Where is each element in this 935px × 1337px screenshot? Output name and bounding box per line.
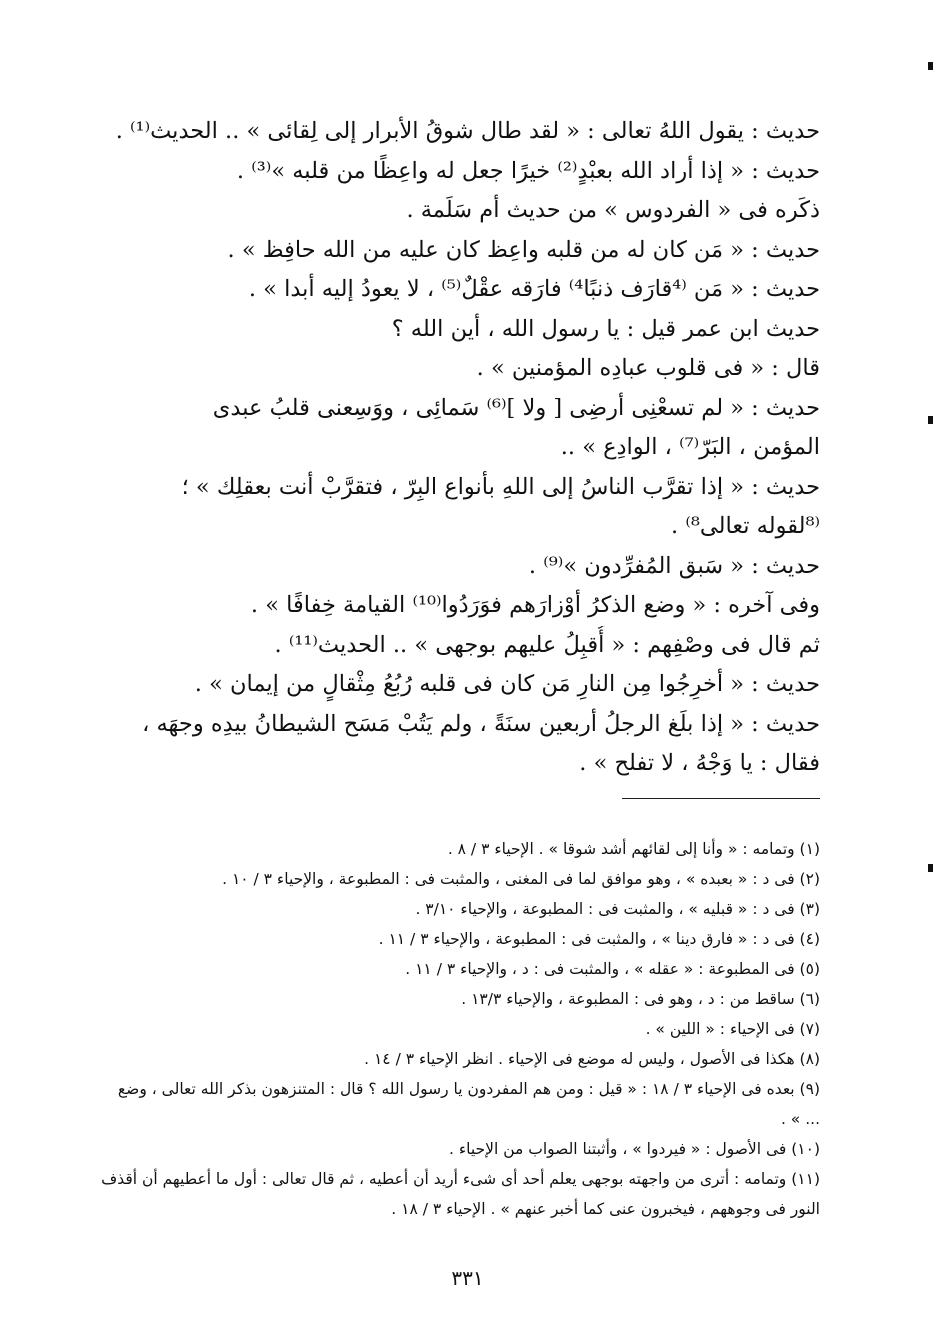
edge-mark	[928, 864, 933, 872]
text-line: وفى آخره : « وضع الذكرُ أوْزارَهم فوَرَدُوا⁽¹⁰⁾ القيامة خِفافًا » .	[250, 592, 820, 618]
text-line: حديث : « لم تسعْنِى أرضِى [ ولا ]⁽⁶⁾ سَمائِى ، ووَسِعنى قلبُ عبدى	[212, 394, 820, 421]
footnote: (٦) ساقط من : د ، وهو فى : المطبوعة ، والإحياء ١٣/٣ .	[461, 990, 820, 1008]
text-line: ⁽⁸لقوله تعالى⁸⁾ .	[671, 513, 820, 539]
text-line: حديث : « سَبق المُفرِّدون »⁽⁹⁾ .	[528, 552, 820, 579]
text-line: فقال : يا وَجْهُ ، لا تفلح » .	[579, 750, 820, 776]
text-line: حديث : « إذا بلَغ الرجلُ أربعين سنَةً ، ولم يَتُبْ مَسَح الشيطانُ بيدِه وجهَه ،	[142, 710, 820, 737]
footnote: (٢) فى د : « بعبده » ، وهو موافق لما فى المغنى ، والمثبت فى : المطبوعة ، والإحياء ٣ / ١٠ .	[222, 870, 820, 888]
text-line: حديث : « مَن ⁽⁴قارَف ذنبًا⁴⁾ فارَقه عقْلٌ⁽⁵⁾ ، لا يعودُ إليه أبدا » .	[248, 276, 820, 302]
text-line: حديث : يقول اللهُ تعالى : « لقد طال شوقُ الأبرار إلى لِقائى » .. الحديث⁽¹⁾ .	[115, 118, 820, 144]
footnote: (١) وتمامه : « وأنا إلى لقائهم أشد شوقا » . الإحياء ٣ / ٨ .	[447, 840, 820, 858]
main-text-block	[100, 112, 820, 784]
footnote: (٧) فى الإحياء : « اللين » .	[645, 1020, 820, 1038]
page-number: ٣٣١	[451, 1266, 484, 1290]
text-line: حديث : « إذا أراد الله بعبْدٍ⁽²⁾ خيرًا جعل له واعِظًا من قلبه »⁽³⁾ .	[236, 157, 820, 184]
footnote: (٨) هكذا فى الأصول ، وليس له موضع فى الإحياء . انظر الإحياء ٣ / ١٤ .	[364, 1050, 820, 1068]
edge-mark	[928, 62, 933, 70]
footnotes-block	[100, 834, 820, 1224]
footnote: (٩) بعده فى الإحياء ٣ / ١٨ : « قيل : ومن هم المفردون يا رسول الله ؟ قال : المتنزهون بذكر الله تعالى ، وضع ... » .	[117, 1080, 820, 1128]
edge-mark	[928, 416, 933, 424]
footnote-divider	[622, 798, 820, 799]
text-line: قال : « فى قلوب عبادِه المؤمنين » .	[476, 355, 820, 381]
footnote: (٥) فى المطبوعة : « عقله » ، والمثبت فى : د ، والإحياء ٣ / ١١ .	[405, 960, 820, 978]
footnote: (٤) فى د : « فارق دينا » ، والمثبت فى : المطبوعة ، والإحياء ٣ / ١١ .	[378, 930, 820, 948]
text-line: حديث : « مَن كان له من قلبه واعِظ كان عليه من الله حافِظ » .	[227, 236, 820, 263]
text-line: حديث : « أخرِجُوا مِن النارِ مَن كان فى قلبه رُبُعُ مِثْقالٍ من إيمان » .	[194, 671, 820, 697]
text-line: ثم قال فى وصْفِهم : « أُقبِلُ عليهم بوجهى » .. الحديث⁽¹¹⁾ .	[274, 631, 820, 658]
footnote: (٣) فى د : « قبليه » ، والمثبت فى : المطبوعة ، والإحياء ٣/١٠ .	[415, 900, 820, 918]
text-line: ذكَره فى « الفردوس » من حديث أم سَلَمة .	[406, 197, 820, 223]
text-line: المؤمن ، البَرّ⁽⁷⁾ ، الوادِع » ..	[560, 434, 820, 460]
footnote: (١١) وتمامه : أترى من واجهته بوجهى يعلم أحد أى شىء أريد أن أعطيه ، ثم قال تعالى : أول ما أعطيهم أن أقذف النور فى وجوههم ، فيخبرون عنى كما أخبر عنهم » . الإحياء ٣ / ١٨ .	[101, 1170, 820, 1218]
footnote: (١٠) فى الأصول : « فيردوا » ، وأثبتنا الصواب من الإحياء .	[449, 1140, 820, 1158]
text-line: حديث : « إذا تقرَّب الناسُ إلى اللهِ بأنواع البِرّ ، فتقرَّبْ أنت بعقلِك » ؛	[181, 473, 820, 500]
text-line: حديث ابن عمر قيل : يا رسول الله ، أين الله ؟	[391, 315, 820, 342]
